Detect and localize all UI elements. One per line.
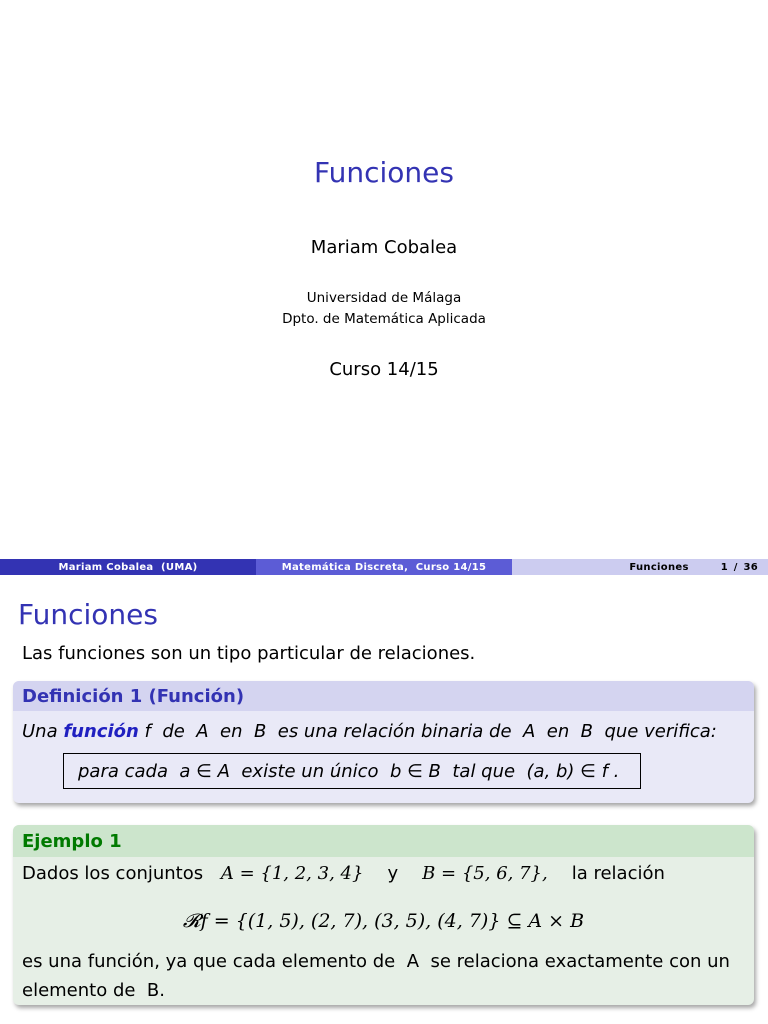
relation-formula: 𝓡f = {(1, 5), (2, 7), (3, 5), (4, 7)} ⊆ A × B	[182, 910, 585, 932]
definition-keyword: función	[63, 721, 139, 742]
definition-text	[22, 721, 717, 742]
footline-author	[0, 559, 256, 575]
footline-course	[256, 559, 512, 575]
example-block	[13, 825, 754, 1005]
definition-heading: Definición 1 (Función)	[13, 681, 754, 711]
example-line-start: Dados los conjuntos	[22, 863, 209, 884]
example-line-end: la relación	[571, 863, 665, 884]
boxed-condition-text: para cada a ∈ A existe un único b ∈ B tal que (a, b) ∈ f .	[78, 760, 620, 782]
definition-block	[13, 681, 754, 803]
definition-rest: f de A en B es una relación binaria de A en B que verifica:	[138, 721, 717, 742]
content-slide	[0, 576, 768, 1024]
presentation-title: Funciones	[314, 156, 454, 189]
example-heading: Ejemplo 1	[13, 825, 754, 857]
institution-university: Universidad de Málaga	[306, 290, 462, 306]
footline-course-text: Matemática Discreta, Curso 14/15	[281, 561, 487, 573]
footline-frame-title: Funciones	[629, 561, 689, 573]
intro-text: Las funciones son un tipo particular de relaciones.	[22, 643, 476, 664]
institution-department: Dpto. de Matemática Aplicada	[282, 311, 486, 327]
course-date: Curso 14/15	[329, 359, 439, 380]
definition-prefix: Una	[22, 721, 64, 742]
set-b: B = {5, 6, 7},	[422, 863, 548, 884]
frame-title: Funciones	[18, 598, 158, 631]
conjunction-y: y	[387, 863, 399, 884]
institution	[0, 288, 768, 330]
author-name: Mariam Cobalea	[310, 237, 458, 258]
footline	[0, 559, 768, 575]
footline-info	[512, 559, 768, 575]
example-sets-line	[22, 863, 665, 884]
page-number: 1 / 36	[720, 561, 758, 573]
set-a: A = {1, 2, 3, 4}	[220, 863, 364, 884]
example-conclusion: es una función, ya que cada elemento de A se relaciona exactamente con un elemento de B.	[22, 951, 736, 1001]
definition-boxed-condition	[63, 753, 641, 789]
footline-author-text: Mariam Cobalea (UMA)	[58, 561, 198, 573]
